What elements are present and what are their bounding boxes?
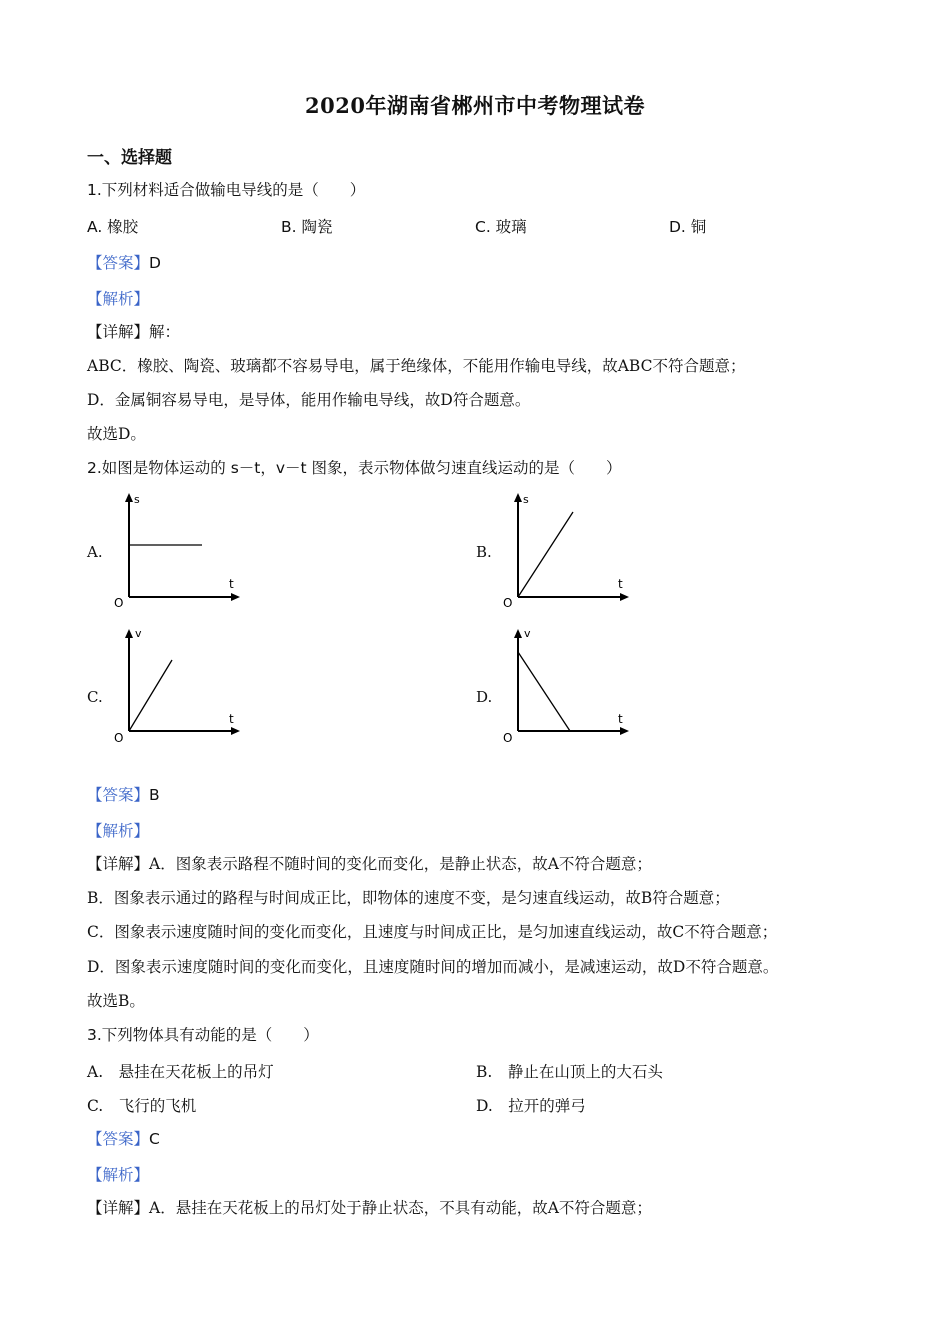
graph-a-label: A.: [87, 543, 103, 561]
question-1-answer: [87, 251, 161, 273]
question-1-option-c: C. 玻璃: [475, 218, 527, 236]
graph-b-s-t-increasing: [501, 490, 636, 610]
question-1-option-d: D. 铜: [669, 218, 707, 236]
answer-value: D: [149, 254, 161, 272]
question-1-explanation-line: ABC．橡胶、陶瓷、玻璃都不容易导电，属于绝缘体，不能用作输电导线，故ABC不符合题意；: [87, 357, 746, 375]
answer-value: C: [149, 1130, 160, 1148]
question-1-option-a: A. 橡胶: [87, 218, 139, 236]
question-2-explanation-line: B．图象表示通过的路程与时间成正比，即物体的速度不变，是匀速直线运动，故B符合题意；: [87, 889, 730, 907]
question-3-stem: 3.下列物体具有动能的是（ ）: [87, 1026, 319, 1044]
page-title: 2020年湖南省郴州市中考物理试卷: [305, 93, 645, 118]
graph-a-y-label: s: [134, 493, 140, 506]
question-3-option-d: D. 拉开的弹弓: [476, 1097, 586, 1115]
graph-a-s-t-horizontal: [112, 490, 247, 610]
graph-c-v-t-increasing: [112, 625, 247, 745]
graph-c-label: C.: [87, 688, 103, 706]
graph-a-x-label: t: [229, 577, 234, 591]
question-1-stem: 1.下列材料适合做输电导线的是（ ）: [87, 181, 366, 199]
graph-b-origin: O: [503, 596, 513, 610]
answer-tag: 【答案】: [87, 786, 150, 804]
question-2-explanation-line: 【详解】A．图象表示路程不随时间的变化而变化，是静止状态，故A不符合题意；: [87, 855, 652, 873]
graph-d-origin: O: [503, 731, 513, 745]
graph-b-label: B.: [476, 543, 492, 561]
question-2-analysis-tag: 【解析】: [87, 822, 150, 840]
question-3-explanation-line: 【详解】A．悬挂在天花板上的吊灯处于静止状态，不具有动能，故A不符合题意；: [87, 1199, 652, 1217]
question-1-option-b: B. 陶瓷: [281, 218, 333, 236]
answer-tag: 【答案】: [87, 1130, 150, 1148]
question-3-answer: [87, 1127, 160, 1149]
graph-b-y-label: s: [523, 493, 529, 506]
graph-d-x-label: t: [618, 712, 623, 726]
graph-c-y-label: v: [135, 627, 142, 640]
question-3-option-a: A. 悬挂在天花板上的吊灯: [87, 1063, 274, 1081]
answer-tag: 【答案】: [87, 254, 150, 272]
question-2-explanation-line: 故选B。: [87, 992, 145, 1010]
question-3-analysis-tag: 【解析】: [87, 1166, 150, 1184]
answer-value: B: [149, 786, 160, 804]
question-3-option-b: B. 静止在山顶上的大石头: [476, 1063, 663, 1081]
question-1-detail: 【详解】解：: [87, 323, 181, 341]
graph-a-origin: O: [114, 596, 124, 610]
question-3-option-c: C. 飞行的飞机: [87, 1097, 197, 1115]
question-2-explanation-line: C．图象表示速度随时间的变化而变化，且速度与时间成正比，是匀加速直线运动，故C不符合题意；: [87, 923, 778, 941]
question-2-explanation-line: D．图象表示速度随时间的变化而变化，且速度随时间的增加而减小，是减速运动，故D不符合题意。: [87, 958, 779, 976]
graph-b-x-label: t: [618, 577, 623, 591]
question-2-stem: 2.如图是物体运动的 s－t，v－t 图象，表示物体做匀速直线运动的是（ ）: [87, 459, 622, 477]
graph-d-v-t-decreasing: [501, 625, 636, 745]
graph-c-x-label: t: [229, 712, 234, 726]
question-1-explanation-line: D．金属铜容易导电，是导体，能用作输电导线，故D符合题意。: [87, 391, 531, 409]
question-1-explanation-line: 故选D。: [87, 425, 146, 443]
graph-d-label: D.: [476, 688, 493, 706]
graph-c-origin: O: [114, 731, 124, 745]
section-heading: 一、选择题: [87, 148, 172, 168]
graph-d-y-label: v: [524, 627, 531, 640]
question-2-answer: [87, 783, 160, 805]
question-1-analysis-tag: 【解析】: [87, 290, 150, 308]
